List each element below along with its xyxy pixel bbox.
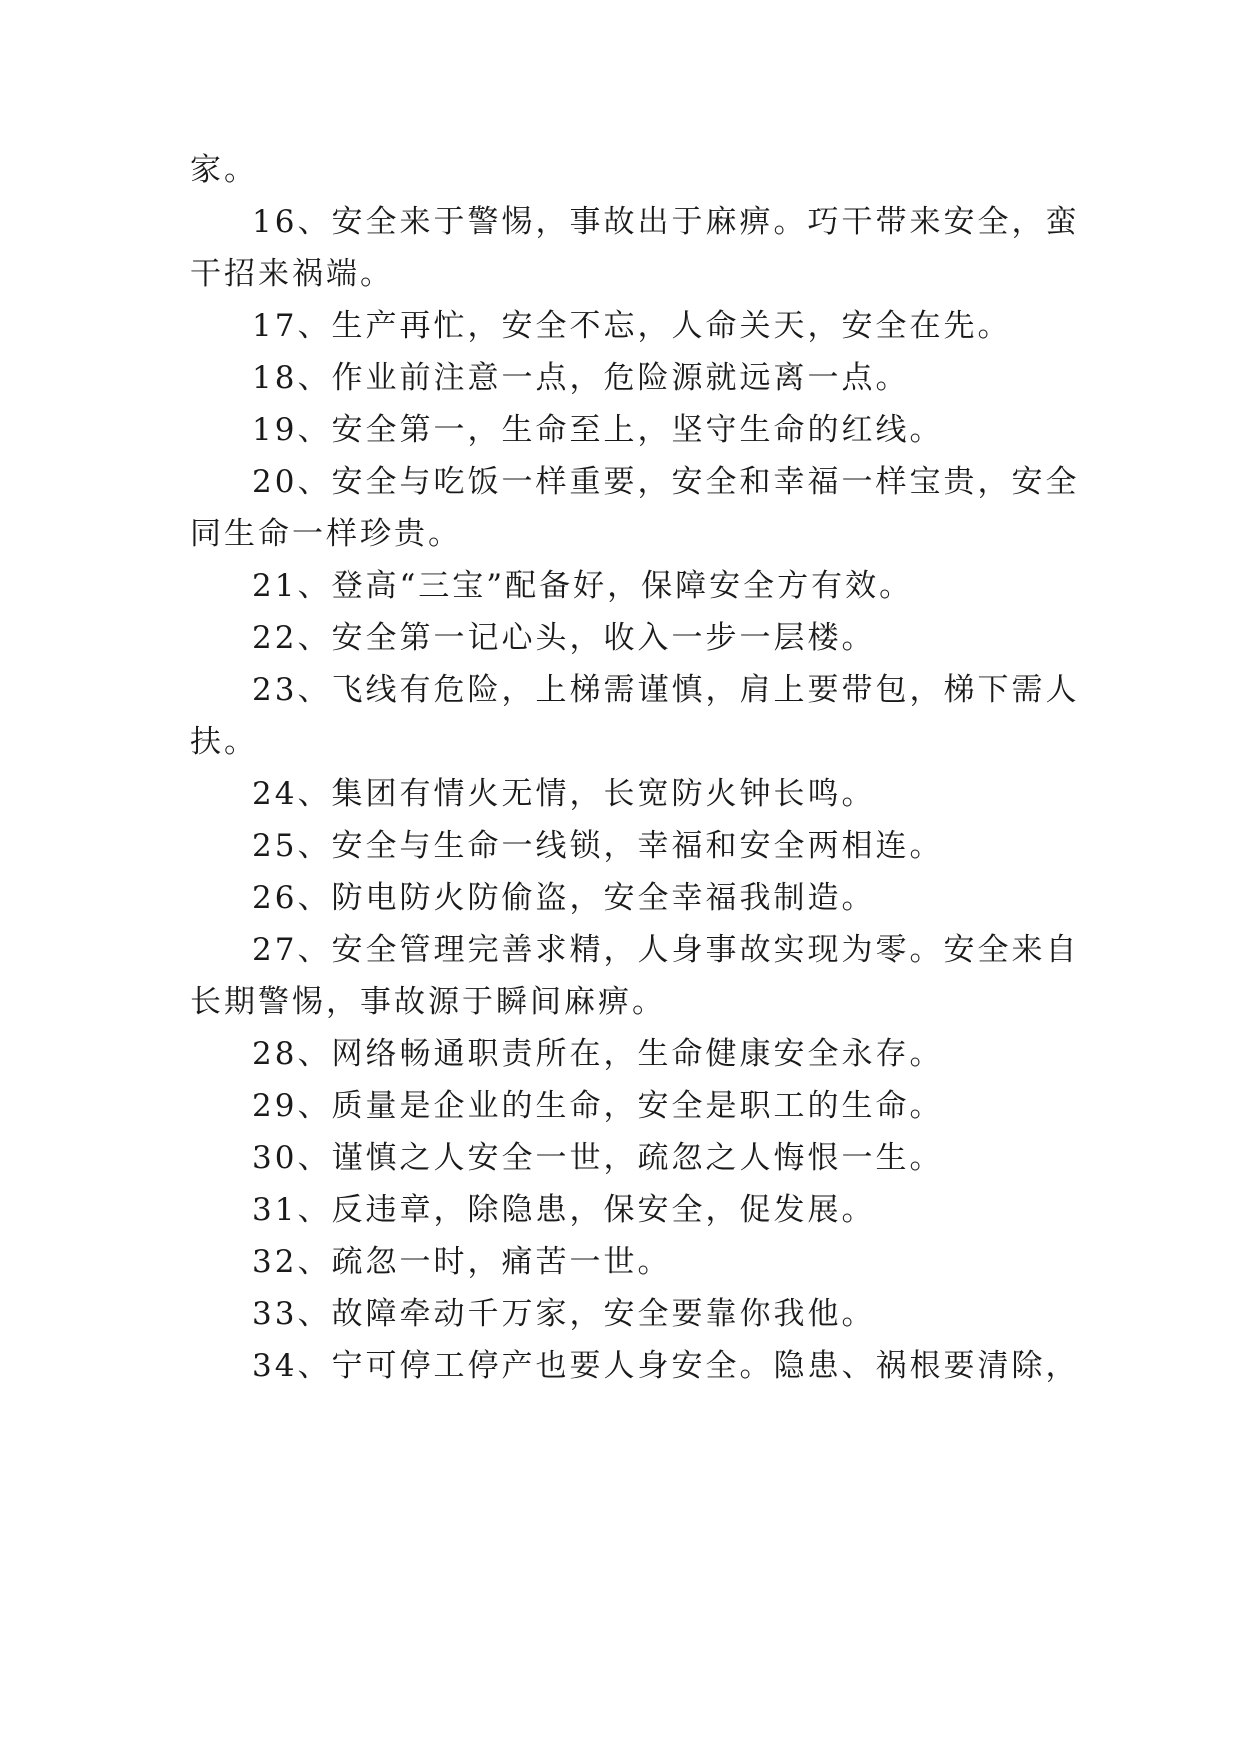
text-line-20: 30、谨慎之人安全一世，疏忽之人悔恨一生。 <box>252 1140 944 1176</box>
text-line-10: 22、安全第一记心头，收入一步一层楼。 <box>252 620 876 656</box>
text-line-16: 27、安全管理完善求精，人身事故实现为零。安全来自 <box>252 932 1080 968</box>
text-line-5: 18、作业前注意一点，危险源就远离一点。 <box>252 360 910 396</box>
text-line-8: 同生命一样珍贵。 <box>190 516 462 552</box>
text-line-22: 32、疏忽一时，痛苦一世。 <box>252 1244 672 1280</box>
text-line-9: 21、登高“三宝”配备好，保障安全方有效。 <box>252 568 914 604</box>
text-line-13: 24、集团有情火无情，长宽防火钟长鸣。 <box>252 776 876 812</box>
text-line-3: 干招来祸端。 <box>190 256 394 292</box>
text-line-4: 17、生产再忙，安全不忘，人命关天，安全在先。 <box>252 308 1012 344</box>
text-line-12: 扶。 <box>190 724 258 760</box>
text-line-1: 家。 <box>190 152 258 188</box>
text-line-14: 25、安全与生命一线锁，幸福和安全两相连。 <box>252 828 944 864</box>
text-line-17: 长期警惕，事故源于瞬间麻痹。 <box>190 984 666 1020</box>
text-line-7: 20、安全与吃饭一样重要，安全和幸福一样宝贵，安全 <box>252 464 1080 500</box>
text-line-23: 33、故障牵动千万家，安全要靠你我他。 <box>252 1296 876 1332</box>
text-line-15: 26、防电防火防偷盗，安全幸福我制造。 <box>252 880 876 916</box>
text-line-19: 29、质量是企业的生命，安全是职工的生命。 <box>252 1088 944 1124</box>
text-line-24: 34、宁可停工停产也要人身安全。隐患、祸根要清除， <box>252 1348 1080 1384</box>
text-line-2: 16、安全来于警惕，事故出于麻痹。巧干带来安全，蛮 <box>252 204 1080 240</box>
text-line-18: 28、网络畅通职责所在，生命健康安全永存。 <box>252 1036 944 1072</box>
text-line-6: 19、安全第一，生命至上，坚守生命的红线。 <box>252 412 944 448</box>
text-line-21: 31、反违章，除隐患，保安全，促发展。 <box>252 1192 876 1228</box>
text-line-11: 23、飞线有危险，上梯需谨慎，肩上要带包，梯下需人 <box>252 672 1080 708</box>
